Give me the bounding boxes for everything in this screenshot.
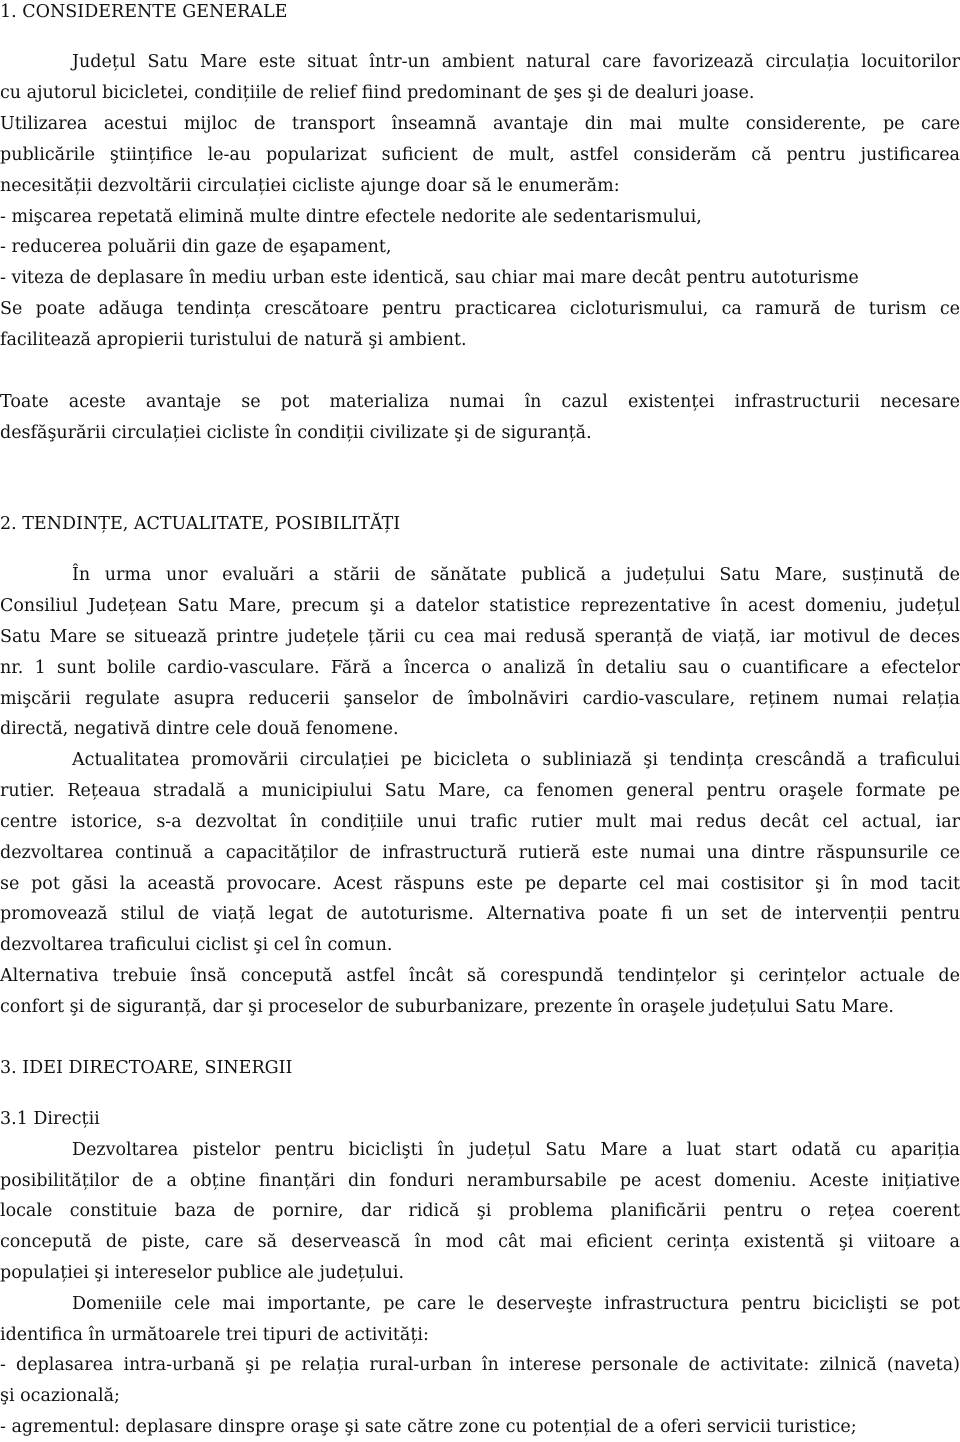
paragraph-line: directă, negativă dintre cele două fenomene. (0, 719, 399, 739)
paragraph-line: populației şi intereselor publice ale județului. (0, 1263, 405, 1283)
bullet-item: - mişcarea repetată elimină multe dintre efectele nedorite ale sedentarismului, (0, 207, 702, 227)
paragraph-line: se pot găsi la această provocare. Acest răspuns este pe departe cel mai costisitor şi în mod tacit (0, 874, 960, 894)
bullet-item: - reducerea poluării din gaze de eşapament, (0, 237, 392, 257)
paragraph-line: dezvoltarea continuă a capacităților de infrastructură rutieră este numai una dintre răspunsurile ce (0, 843, 960, 863)
bullet-item: - deplasarea intra-urbană şi pe relația rural-urban în interese personale de activitate: zilnică (naveta) (0, 1355, 960, 1375)
paragraph-line: dezvoltarea traficului ciclist şi cel în comun. (0, 935, 393, 955)
paragraph-line: Dezvoltarea pistelor pentru biciclişti în județul Satu Mare a luat start odată cu apariția (72, 1140, 960, 1160)
section-1-heading: 1. CONSIDERENTE GENERALE (0, 2, 288, 22)
paragraph-line: concepută de piste, care să deservească în mod cât mai eficient cerința existentă şi viitoare a (0, 1232, 960, 1252)
paragraph-line: Domeniile cele mai importante, pe care le deserveşte infrastructura pentru biciclişti se pot (72, 1294, 960, 1314)
paragraph-line: confort şi de siguranță, dar şi proceselor de suburbanizare, prezente în oraşele județului Satu Mare. (0, 997, 894, 1017)
paragraph-line: Satu Mare se situează printre județele țării cu cea mai redusă speranță de viață, iar motivul de deces (0, 627, 960, 647)
paragraph-line: Consiliul Județean Satu Mare, precum şi a datelor statistice reprezentative în acest domeniu, județul (0, 596, 960, 616)
paragraph-line: Se poate adăuga tendința crescătoare pentru practicarea cicloturismului, ca ramură de turism ce (0, 299, 960, 319)
paragraph-line: necesității dezvoltării circulației cicliste ajunge doar să le enumerăm: (0, 176, 620, 196)
paragraph-line: mişcării regulate asupra reducerii şanselor de îmbolnăviri cardio-vasculare, reținem numai relația (0, 689, 960, 709)
paragraph-line: posibilităților de a obține finanțări din fonduri nerambursabile pe acest domeniu. Aceste inițiative (0, 1171, 960, 1191)
paragraph-line: Toate aceste avantaje se pot materializa numai în cazul existenței infrastructurii necesare (0, 392, 960, 412)
section-2-heading: 2. TENDINȚE, ACTUALITATE, POSIBILITĂȚI (0, 514, 401, 534)
paragraph-line: cu ajutorul bicicletei, condițiile de relief fiind predominant de şes şi de dealuri joase. (0, 83, 755, 103)
section-3-heading: 3. IDEI DIRECTOARE, SINERGII (0, 1058, 293, 1078)
bullet-item: - agrementul: deplasare dinspre oraşe şi sate către zone cu potențial de a oferi servicii turistice; (0, 1417, 857, 1437)
paragraph-line: identifica în următoarele trei tipuri de activități: (0, 1325, 429, 1345)
paragraph-line: Județul Satu Mare este situat într-un ambient natural care favorizează circulația locuitorilor (72, 52, 960, 72)
paragraph-line: desfăşurării circulației cicliste în condiții civilizate şi de siguranță. (0, 423, 592, 443)
paragraph-line: rutier. Rețeaua stradală a municipiului Satu Mare, ca fenomen general pentru oraşele formate pe (0, 781, 960, 801)
paragraph-line: publicările ştiințifice le-au popularizat suficient de mult, astfel considerăm că pentru justificarea (0, 145, 960, 165)
paragraph-line: locale constituie baza de pornire, dar ridică şi problema planificării pentru o rețea coerent (0, 1201, 960, 1221)
paragraph-line: Utilizarea acestui mijloc de transport înseamnă avantaje din mai multe considerente, pe care (0, 114, 960, 134)
bullet-item: - viteza de deplasare în mediu urban este identică, sau chiar mai mare decât pentru autoturisme (0, 268, 859, 288)
paragraph-line: Alternativa trebuie însă concepută astfel încât să corespundă tendințelor şi cerințelor actuale de (0, 966, 960, 986)
paragraph-line: centre istorice, s-a dezvoltat în condițiile unui trafic rutier mult mai redus decât cel actual, iar (0, 812, 960, 832)
paragraph-line: Actualitatea promovării circulației pe bicicleta o subliniază şi tendința crescândă a traficului (72, 750, 960, 770)
bullet-item: şi ocazională; (0, 1386, 120, 1406)
subsection-3-1-heading: 3.1 Direcții (0, 1109, 100, 1129)
paragraph-line: În urma unor evaluări a stării de sănătate publică a județului Satu Mare, susținută de (72, 565, 960, 585)
paragraph-line: nr. 1 sunt bolile cardio-vasculare. Fără a încerca o analiză în detaliu sau o cuantificare a efectelor (0, 658, 960, 678)
paragraph-line: promovează stilul de viață legat de autoturisme. Alternativa poate fi un set de intervenții pentru (0, 904, 960, 924)
paragraph-line: facilitează apropierii turistului de natură şi ambient. (0, 330, 467, 350)
